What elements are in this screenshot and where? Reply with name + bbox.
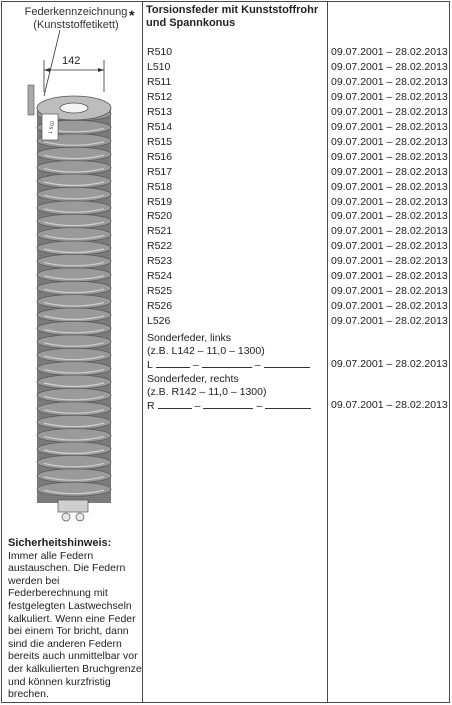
- validity-date-range: 09.07.2001 – 28.02.2013: [331, 180, 448, 193]
- shaft-end: [28, 85, 34, 115]
- validity-date-range: 09.07.2001 – 28.02.2013: [331, 90, 448, 103]
- dimension-arrow-right: [98, 68, 104, 72]
- special-spring-entry: [147, 373, 325, 413]
- part-code: R517: [147, 165, 173, 178]
- special-spring-prefix: L: [147, 359, 153, 371]
- part-code: R518: [147, 180, 173, 193]
- part-code: R512: [147, 90, 173, 103]
- validity-date-range: 09.07.2001 – 28.02.2013: [331, 255, 448, 268]
- part-code: R521: [147, 225, 173, 238]
- validity-date-range: 09.07.2001 – 28.02.2013: [331, 75, 448, 88]
- validity-date-range: 09.07.2001 – 28.02.2013: [331, 135, 448, 148]
- validity-date-range: 09.07.2001 – 28.02.2013: [331, 225, 448, 238]
- blank-field: [202, 358, 252, 368]
- part-code: R524: [147, 270, 173, 283]
- column-divider-left: [142, 1, 143, 703]
- validity-date-range: 09.07.2001 – 28.02.2013: [331, 285, 448, 298]
- part-code: R516: [147, 150, 173, 163]
- validity-date-range: 09.07.2001 – 28.02.2013: [331, 315, 448, 328]
- part-code: R523: [147, 255, 173, 268]
- validity-date-range: 09.07.2001 – 28.02.2013: [331, 240, 448, 253]
- validity-date-range: 09.07.2001 – 28.02.2013: [331, 165, 448, 178]
- spring-hole: [60, 103, 88, 113]
- illustration-column: [2, 2, 142, 702]
- safety-note-text: Immer alle Federn austauschen. Die Federn werden bei Federberechnung mit festgelegten Lastwechseln kalkuliert. Wenn eine Feder bei einem Tor bricht, dann sind die anderen Federn bereits auch unmittelbar vor der kalkulierten Bruchgrenze und können kurzfristig brechen.: [8, 549, 142, 701]
- part-column: [146, 4, 326, 30]
- validity-date-range: 09.07.2001 – 28.02.2013: [331, 150, 448, 163]
- part-code: L526: [147, 315, 171, 328]
- dimension-label: 142: [62, 55, 81, 67]
- special-spring-example: (z.B. R142 – 11,0 – 1300): [147, 386, 267, 398]
- validity-date-range: 09.07.2001 – 28.02.2013: [331, 46, 448, 58]
- part-code: R515: [147, 135, 173, 148]
- part-code: R511: [147, 75, 172, 88]
- torsion-spring-illustration: [4, 30, 140, 530]
- separator-dash: –: [194, 400, 201, 412]
- part-code: R525: [147, 285, 173, 298]
- safety-note: [8, 537, 142, 701]
- part-code: R510: [147, 46, 173, 58]
- validity-date-range: 09.07.2001 – 28.02.2013: [331, 60, 448, 73]
- blank-field: [264, 358, 310, 368]
- spring-label: Federkennzeichnung (Kunststoffetikett): [24, 6, 128, 31]
- part-code: R522: [147, 240, 173, 253]
- validity-date-range: 09.07.2001 – 28.02.2013: [331, 195, 448, 208]
- label-leader-line: [44, 30, 60, 96]
- cone-bolt-left: [62, 513, 70, 521]
- validity-date-range: 09.07.2001 – 28.02.2013: [331, 270, 448, 283]
- special-spring-entry: [147, 332, 325, 372]
- part-code: L510: [147, 60, 171, 73]
- separator-dash: –: [254, 359, 261, 371]
- special-spring-prefix: R: [147, 400, 155, 412]
- column-divider-right: [327, 1, 328, 703]
- separator-dash: –: [256, 400, 263, 412]
- validity-date-range: 09.07.2001 – 28.02.2013: [331, 120, 448, 133]
- part-code: R513: [147, 105, 173, 118]
- special-spring-fill-line: [147, 399, 325, 413]
- blank-field: [203, 399, 253, 409]
- safety-note-title: Sicherheitshinweis:: [8, 537, 112, 549]
- cone-bolt-right: [76, 513, 84, 521]
- blank-field: [265, 399, 311, 409]
- part-code: R520: [147, 210, 173, 223]
- validity-date-range: 09.07.2001 – 28.02.2013: [331, 210, 448, 223]
- special-spring-title: Sonderfeder, rechts: [147, 373, 239, 385]
- dimension-arrow-left: [44, 68, 50, 72]
- part-code: R526: [147, 300, 173, 313]
- special-spring-title: Sonderfeder, links: [147, 332, 232, 344]
- spring-coils: [37, 107, 111, 503]
- validity-date-range: 09.07.2001 – 28.02.2013: [331, 300, 448, 313]
- special-spring-fill-line: [147, 358, 325, 372]
- validity-date-range: 09.07.2001 – 28.02.2013: [331, 105, 448, 118]
- blank-field: [156, 358, 190, 368]
- special-spring-example: (z.B. L142 – 11,0 – 1300): [147, 345, 265, 357]
- asterisk-mark: *: [129, 7, 135, 23]
- blank-field: [158, 399, 192, 409]
- special-spring-date-range: 09.07.2001 – 28.02.2013: [331, 399, 448, 411]
- part-code: R519: [147, 195, 173, 208]
- special-spring-date-range: 09.07.2001 – 28.02.2013: [331, 358, 448, 370]
- part-header: Torsionsfeder mit Kunststoffrohr und Spannkonus: [146, 4, 319, 29]
- spring-tag-text: L 510: [47, 120, 56, 134]
- separator-dash: –: [192, 359, 199, 371]
- part-code: R514: [147, 120, 173, 133]
- spring-cone-base: [58, 500, 88, 512]
